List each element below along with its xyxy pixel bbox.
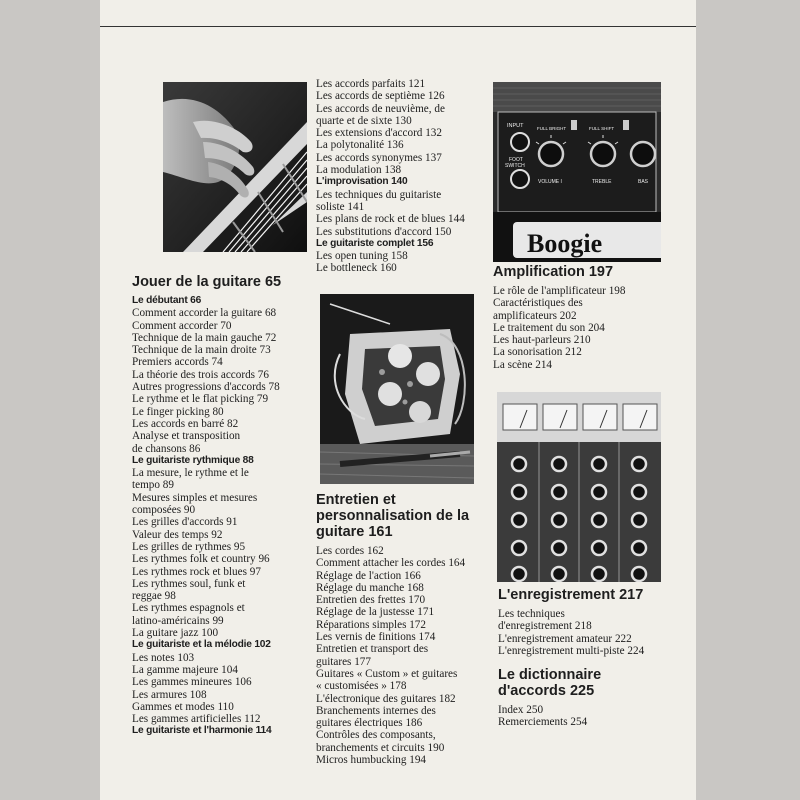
toc-entry: reggae 98: [132, 590, 176, 603]
toc-entry: Réparations simples 172: [316, 618, 426, 631]
toc-entry: Les gammes mineures 106: [132, 676, 252, 689]
amp-bass-label: BAS: [638, 179, 649, 185]
toc-entry: Les techniques: [498, 608, 565, 620]
toc-entry: amplificateurs 202: [493, 309, 577, 322]
toc-entry: Mesures simples et mesures: [132, 491, 258, 504]
toc-entry: Réglage de l'action 166: [316, 569, 421, 582]
subsection-heading: Le guitariste complet 156: [316, 237, 434, 249]
toc-entry: Contrôles des composants,: [316, 729, 436, 742]
amp-treble-label: TREBLE: [592, 179, 612, 185]
amplifier-panel-photo: [493, 82, 661, 262]
toc-entry: Branchements internes des: [316, 704, 436, 717]
toc-entry: Remerciements 254: [498, 716, 588, 729]
toc-entry: quarte et de sixte 130: [316, 114, 412, 127]
amp-brand-label: Boogie: [527, 229, 603, 258]
toc-entry: Valeur des temps 92: [132, 528, 223, 541]
toc-entry: Les rythmes folk et country 96: [132, 553, 270, 566]
amp-volume-label: VOLUME I: [538, 179, 562, 185]
amp-input-label: INPUT: [507, 123, 524, 129]
toc-entry: Micros humbucking 194: [316, 754, 427, 767]
toc-column-2-bottom: [316, 492, 488, 766]
toc-entry: Les extensions d'accord 132: [316, 127, 442, 140]
toc-entry: tempo 89: [132, 479, 174, 492]
toc-entry: Les rythmes rock et blues 97: [132, 565, 261, 578]
toc-entry: Les grilles de rythmes 95: [132, 540, 246, 553]
toc-entry: Technique de la main droite 73: [132, 344, 271, 357]
toc-entry: Les plans de rock et de blues 144: [316, 213, 465, 226]
guitar-wiring-photo: [320, 294, 474, 484]
mixing-console-photo: [497, 392, 661, 582]
section-heading: L'enregistrement 217: [498, 587, 644, 603]
toc-entry: Les armures 108: [132, 688, 207, 701]
toc-entry: soliste 141: [316, 200, 365, 213]
toc-entry: Le rôle de l'amplificateur 198: [493, 285, 626, 297]
toc-entry: Le traitement du son 204: [493, 321, 605, 334]
subsection-heading: Le guitariste et l'harmonie 114: [132, 725, 272, 737]
toc-column-2-top: [316, 78, 486, 275]
subsection-heading: Le guitariste et la mélodie 102: [132, 639, 271, 651]
amp-full-bright-label: FULL BRIGHT: [537, 126, 567, 131]
toc-entry: Les grilles d'accords 91: [132, 516, 238, 529]
section-heading: Entretien et personnalisation de la guitare 161: [316, 492, 470, 540]
toc-entry: L'enregistrement amateur 222: [498, 632, 632, 645]
toc-entry: Comment attacher les cordes 164: [316, 557, 466, 570]
amp-switch-label: SWITCH: [505, 163, 525, 169]
guitar-neck-photo: [163, 82, 307, 252]
toc-entry: Comment accorder la guitare 68: [132, 307, 277, 320]
toc-entry: La guitare jazz 100: [132, 627, 219, 640]
toc-entry: Les substitutions d'accord 150: [316, 225, 452, 238]
section-heading: Jouer de la guitare 65: [132, 274, 282, 290]
toc-entry: Réglage du manche 168: [316, 581, 424, 594]
toc-entry: L'électronique des guitares 182: [316, 692, 456, 705]
toc-entry: La gamme majeure 104: [132, 663, 238, 676]
toc-entry: Analyse et transposition: [132, 430, 241, 443]
book-page: [100, 0, 696, 800]
toc-entry: Les vernis de finitions 174: [316, 631, 436, 644]
toc-entry: « customisées » 178: [316, 680, 407, 693]
toc-entry: Les haut-parleurs 210: [493, 334, 591, 347]
toc-entry: Guitares « Custom » et guitares: [316, 667, 458, 680]
toc-entry: Comment accorder 70: [132, 319, 232, 332]
toc-column-3-top: [493, 264, 663, 371]
toc-entry: Réglage de la justesse 171: [316, 606, 435, 619]
toc-entry: composées 90: [132, 504, 196, 517]
amp-full-shift-label: FULL SHIFT: [589, 126, 615, 131]
toc-entry: guitares 177: [316, 655, 371, 668]
toc-column-3-bottom: [498, 587, 668, 729]
toc-entry: Les rythmes soul, funk et: [132, 577, 246, 590]
toc-entry: Entretien et transport des: [316, 643, 429, 656]
toc-entry: guitares électriques 186: [316, 717, 423, 730]
toc-entry: branchements et circuits 190: [316, 741, 445, 754]
section-heading: Amplification 197: [493, 264, 614, 280]
subsection-heading: L'improvisation 140: [316, 176, 408, 188]
toc-entry: Le bottleneck 160: [316, 262, 397, 275]
toc-entry: L'enregistrement multi-piste 224: [498, 644, 645, 657]
toc-entry: d'enregistrement 218: [498, 620, 592, 633]
toc-entry: Les rythmes espagnols et: [132, 602, 245, 615]
amp-foot-label: FOOT: [509, 157, 523, 163]
toc-entry: Technique de la main gauche 72: [132, 331, 277, 344]
toc-entry: Entretien des frettes 170: [316, 594, 426, 607]
toc-entry: de chansons 86: [132, 442, 201, 455]
toc-entry: Index 250: [498, 704, 544, 717]
toc-entry: La théorie des trois accords 76: [132, 368, 269, 381]
toc-entry: Les accords parfaits 121: [316, 78, 426, 90]
subsection-heading: Le débutant 66: [132, 295, 202, 306]
toc-entry: Le finger picking 80: [132, 405, 224, 418]
toc-entry: Premiers accords 74: [132, 356, 223, 369]
section-heading: Le dictionnaire d'accords 225: [498, 667, 602, 700]
toc-entry: latino-américains 99: [132, 614, 224, 627]
top-rule: [100, 26, 696, 27]
toc-entry: Les accords en barré 82: [132, 417, 239, 430]
toc-entry: La scène 214: [493, 358, 553, 371]
toc-entry: Autres progressions d'accords 78: [132, 381, 280, 394]
toc-entry: La modulation 138: [316, 164, 402, 177]
toc-entry: La sonorisation 212: [493, 346, 582, 359]
toc-entry: Les accords de septième 126: [316, 90, 445, 103]
toc-entry: Gammes et modes 110: [132, 700, 234, 713]
toc-entry: Les techniques du guitariste: [316, 188, 442, 201]
toc-entry: Les gammes artificielles 112: [132, 713, 261, 726]
toc-column-1: [132, 274, 312, 738]
toc-entry: La mesure, le rythme et le: [132, 467, 249, 480]
toc-entry: Le rythme et le flat picking 79: [132, 393, 269, 406]
toc-entry: Caractéristiques des: [493, 297, 583, 310]
toc-entry: Les accords synonymes 137: [316, 151, 442, 164]
subsection-heading: Le guitariste rythmique 88: [132, 454, 254, 466]
toc-entry: La polytonalité 136: [316, 139, 404, 152]
toc-entry: Les cordes 162: [316, 545, 384, 557]
toc-entry: Les accords de neuvième, de: [316, 102, 445, 115]
toc-entry: Les open tuning 158: [316, 250, 408, 263]
toc-entry: Les notes 103: [132, 651, 195, 664]
